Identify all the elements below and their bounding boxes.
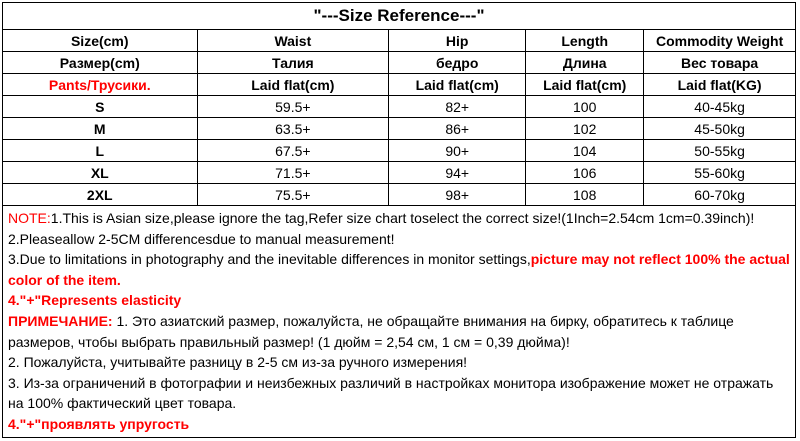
note-ru-3: 3. Из-за ограничений в фотографии и неизбежных различий в настройках монитора изображение может не отражать на 100% фактический цвет товара. (8, 374, 774, 412)
header-cell: Laid flat(cm) (389, 74, 526, 96)
header-cell: Талия (197, 52, 389, 74)
table-cell: 102 (526, 118, 644, 140)
table-cell: 59.5+ (197, 96, 389, 118)
table-row (3, 96, 795, 118)
size-label: M (3, 118, 197, 140)
color-warning: picture may not reflect 100% the actual color of the item. (8, 251, 790, 288)
table-cell: 75.5+ (197, 184, 389, 206)
note-text: 1. Это азиатский размер, пожалуйста, не обращайте внимания на бирку, обратитесь к таблице размеров, чтобы выбрать правильный размер! (1 дюйм = 2,54 см, 1 см = 0,39 дюйма)! (8, 312, 734, 350)
header-cell: Size(cm) (3, 30, 197, 52)
size-table (3, 30, 795, 206)
note-text: 3.Due to limitations in photography and the inevitable differences in monitor settings, (8, 251, 531, 268)
notes-section (3, 206, 795, 435)
note-en-4: 4."+"Represents elasticity (8, 292, 182, 309)
header-cell: Размер(cm) (3, 52, 197, 74)
note-en-3 (8, 249, 790, 290)
header-row-en (3, 30, 795, 52)
size-label: S (3, 96, 197, 118)
table-cell: 86+ (389, 118, 526, 140)
table-cell: 50-55kg (644, 140, 795, 162)
table-cell: 45-50kg (644, 118, 795, 140)
table-cell: 94+ (389, 162, 526, 184)
table-cell: 100 (526, 96, 644, 118)
header-cell: Laid flat(cm) (197, 74, 389, 96)
header-cell: Laid flat(cm) (526, 74, 644, 96)
note-en-2: 2.Pleaseallow 2-5CM differencesdue to manual measurement! (8, 230, 395, 247)
header-row-measure (3, 74, 795, 96)
table-cell: 98+ (389, 184, 526, 206)
size-reference-title: "---Size Reference---" (3, 3, 795, 30)
table-cell: 67.5+ (197, 140, 389, 162)
category-label: Pants/Трусики. (3, 74, 197, 96)
table-row (3, 118, 795, 140)
table-cell: 82+ (389, 96, 526, 118)
header-cell: Hip (389, 30, 526, 52)
header-cell: Laid flat(KG) (644, 74, 795, 96)
size-label: XL (3, 162, 197, 184)
note-text: 1.This is Asian size,please ignore the tag,Refer size chart toselect the correct size!(1Inch=2.54cm 1cm=0.39inch)! (50, 210, 755, 226)
note-en-1 (8, 208, 790, 229)
table-cell: 63.5+ (197, 118, 389, 140)
table-cell: 55-60kg (644, 162, 795, 184)
note-label: NOTE: (8, 210, 51, 226)
table-cell: 90+ (389, 140, 526, 162)
table-cell: 106 (526, 162, 644, 184)
header-cell: Waist (197, 30, 389, 52)
note-ru-2: 2. Пожалуйста, учитывайте разницу в 2-5 см из-за ручного измерения! (8, 354, 468, 371)
table-row (3, 140, 795, 162)
size-label: L (3, 140, 197, 162)
table-cell: 60-70kg (644, 184, 795, 206)
header-cell: Length (526, 30, 644, 52)
size-label: 2XL (3, 184, 197, 206)
table-cell: 104 (526, 140, 644, 162)
table-cell: 40-45kg (644, 96, 795, 118)
header-row-ru (3, 52, 795, 74)
header-cell: бедро (389, 52, 526, 74)
table-cell: 71.5+ (197, 162, 389, 184)
note-ru-1 (8, 311, 790, 352)
size-reference-sheet (2, 2, 796, 438)
header-cell: Вес товара (644, 52, 795, 74)
table-cell: 108 (526, 184, 644, 206)
header-cell: Длина (526, 52, 644, 74)
header-cell: Commodity Weight (644, 30, 795, 52)
note-label-ru: ПРИМЕЧАНИЕ: (8, 312, 113, 329)
note-ru-4: 4."+"проявлять упругость (8, 415, 190, 432)
table-row (3, 184, 795, 206)
table-row (3, 162, 795, 184)
